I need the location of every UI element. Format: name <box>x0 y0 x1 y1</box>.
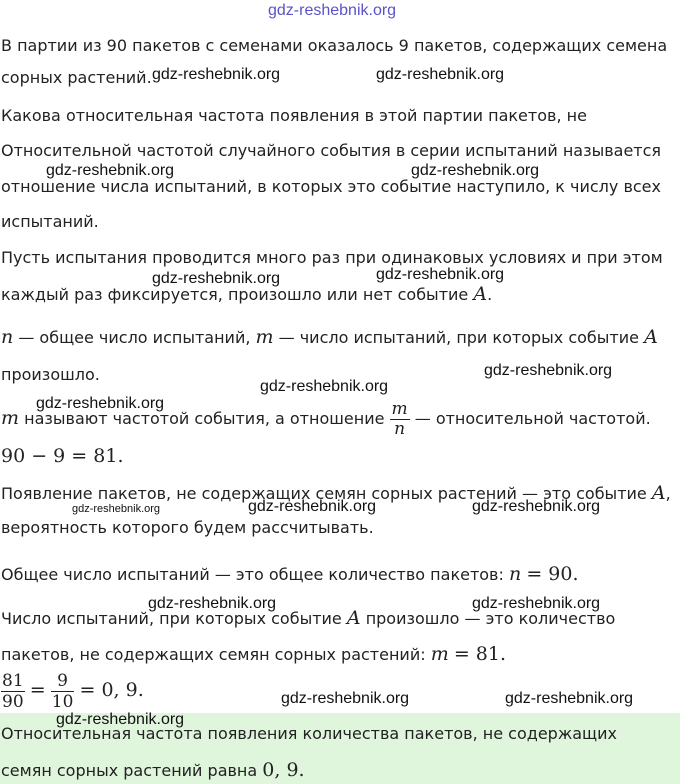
watermark: gdz-reshebnik.org <box>36 395 165 412</box>
fraction-denominator: n <box>394 419 406 439</box>
symbol-A-3: A <box>346 607 361 629</box>
watermark: gdz-reshebnik.org <box>148 595 277 612</box>
answer-line-1: Относительная частота появления количества пакетов, не содержащих <box>1 724 617 743</box>
trials-line-2: каждый раз фиксируется, произошло или нет событие A. <box>1 283 493 305</box>
n-value: = 90. <box>526 563 579 585</box>
symbol-A: A <box>644 326 658 348</box>
nm-text-b: — число испытаний, при которых событие <box>273 328 645 347</box>
trials-line-1: Пусть испытания проводится много раз при одинаковых условиях и при этом <box>1 248 663 267</box>
watermark: gdz-reshebnik.org <box>281 690 410 707</box>
m-value: = 81. <box>453 643 507 665</box>
symbol-m-2: m <box>1 407 20 429</box>
event-line-1: Появление пакетов, не содержащих семян сорных растений — это событие A, <box>1 482 671 504</box>
watermark: gdz-reshebnik.org <box>484 362 613 379</box>
watermark-top: gdz-reshebnik.org <box>268 2 397 19</box>
nm-definition-end: произошло. <box>1 365 100 384</box>
symbol-m-3: m <box>430 643 449 665</box>
event-text: Появление пакетов, не содержащих семян сорных растений — это событие <box>1 484 647 503</box>
watermark-small: gdz-reshebnik.org <box>72 503 161 515</box>
watermark: gdz-reshebnik.org <box>376 66 505 83</box>
equals-sign: = <box>29 679 46 701</box>
fraction-9-10-den: 10 <box>51 692 74 712</box>
equation-result: = 0, 9. <box>79 679 144 701</box>
fraction-m-over-n <box>390 400 410 439</box>
watermark: gdz-reshebnik.org <box>260 378 389 395</box>
event-symbol-2: A <box>651 482 666 504</box>
symbol-m: m <box>255 326 274 348</box>
question-text: Какова относительная частота появления в этой партии пакетов, не <box>1 106 587 125</box>
watermark: gdz-reshebnik.org <box>152 66 281 83</box>
watermark: gdz-reshebnik.org <box>56 711 185 728</box>
symbol-n-2: n <box>508 563 522 585</box>
watermark: gdz-reshebnik.org <box>472 498 601 515</box>
watermark: gdz-reshebnik.org <box>505 690 634 707</box>
fraction-equation <box>1 668 144 713</box>
trials-text: каждый раз фиксируется, произошло или нет событие <box>1 285 469 304</box>
definition-line-1: Относительной частотой случайного события в серии испытаний называется <box>1 141 662 160</box>
frequency-text-b: — относительной частотой. <box>409 409 651 428</box>
event-line-2: вероятность которого будем рассчитывать. <box>1 518 374 537</box>
frequency-text-a: называют частотой события, а отношение <box>19 409 390 428</box>
answer-value: 0, 9. <box>262 759 305 781</box>
fraction-9-10-num: 9 <box>51 671 75 692</box>
answer-line-2 <box>1 760 305 781</box>
watermark: gdz-reshebnik.org <box>46 162 175 179</box>
definition-line-3: испытаний. <box>1 212 99 231</box>
text-line-2: сорных растений. <box>1 68 152 87</box>
answer-text: семян сорных растений равна <box>1 761 258 780</box>
symbol-n: n <box>1 326 14 348</box>
watermark: gdz-reshebnik.org <box>411 162 540 179</box>
m-trials-text-b: произошло — это количество <box>365 609 616 628</box>
fraction-81-90-den: 90 <box>2 692 24 712</box>
watermark: gdz-reshebnik.org <box>248 498 377 515</box>
watermark: gdz-reshebnik.org <box>152 270 281 287</box>
watermark: gdz-reshebnik.org <box>376 266 505 283</box>
fraction-numerator: m <box>391 399 408 419</box>
text-line-1: В партии из 90 пакетов с семенами оказалось 9 пакетов, содержащих семена <box>1 36 668 55</box>
event-symbol: A <box>473 283 488 305</box>
fraction-81-90 <box>1 671 25 712</box>
definition-line-2: отношение числа испытаний, в которых это событие наступило, к числу всех <box>1 177 661 196</box>
fraction-81-90-num: 81 <box>2 671 24 691</box>
total-trials-text: Общее число испытаний — это общее количество пакетов: <box>1 565 504 584</box>
equation-difference: 90 − 9 = 81. <box>1 445 124 467</box>
m-trials-line-2 <box>1 644 506 665</box>
total-trials-line <box>1 564 579 585</box>
nm-definition-line <box>1 327 658 348</box>
m-trials-text-c: пакетов, не содержащих семян сорных растений: <box>1 645 426 664</box>
m-trials-text-a: Число испытаний, при которых событие <box>1 609 342 628</box>
nm-text-a: — общее число испытаний, <box>13 328 256 347</box>
fraction-9-10 <box>51 671 75 712</box>
watermark: gdz-reshebnik.org <box>472 595 601 612</box>
